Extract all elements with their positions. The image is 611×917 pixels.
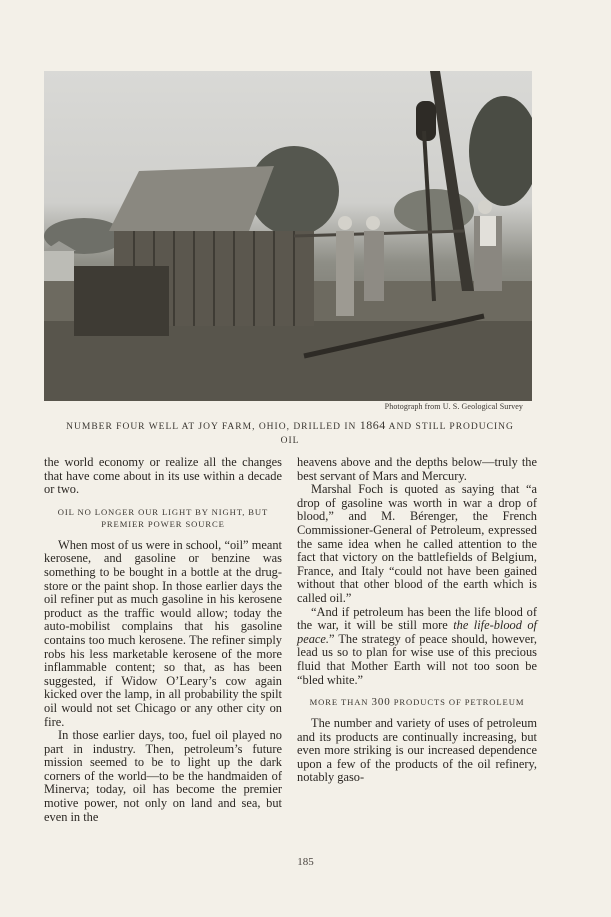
heading-number: 300 (371, 696, 391, 709)
paragraph: heavens above and the depths below—truly the best servant of Mars and Mercury. (297, 455, 537, 483)
photo-credit: Photograph from U. S. Geological Survey (384, 402, 523, 411)
paragraph: The number and variety of uses of petroleum and its products are continually increasing, but even more striking is our increased dependence upon a few of the products of the oil refinery, notably gaso- (297, 716, 537, 785)
caption-part-1: NUMBER FOUR WELL AT JOY FARM, OHIO, DRILLED IN (66, 422, 360, 432)
paragraph: When most of us were in school, “oil” meant kerosene, and gasoline or benzine was something to be bought in a bottle at the drug-store or the paint shop. In those earlier days the oil refiner put as much gasoline in his kerosene product as the traffic would allow; today the auto-mobilist complains that his gasoline contains too much kerosene. The refiner simply robs his less marketable kerosene of the more inflammable content; so that, as has been suggested, if Widow O’Leary’s cow again kicked over the lamp, in all probability the spilt oil would not set Chicago or any other city on fire. (44, 537, 282, 729)
section-heading: OIL NO LONGER OUR LIGHT BY NIGHT, BUT PREMIER POWER SOURCE (57, 506, 269, 529)
paragraph: In those earlier days, too, fuel oil played no part in industry. Then, petroleum’s future mission seemed to be to light up the dark corners of the world—to be the handmaiden of Minerva; today, oil has become the premier motive power, not only on land and sea, but even in the (44, 728, 282, 824)
emphasized-text: the life-blood of peace. (297, 618, 537, 646)
paragraph: Marshal Foch is quoted as saying that “a drop of gasoline was worth in war a drop of blood,” and M. Bérenger, the French Commissioner-General of Petroleum, expressed the same idea when he called attention to the fact that victory on the battlefields of Belgium, France, and Italy “could not have been gained without that other blood of the earth which is called oil.” (297, 482, 537, 605)
section-heading (303, 696, 531, 708)
page-number: 185 (297, 856, 314, 868)
paragraph: the world economy or realize all the changes that have come about in its use within a decade or two. (44, 455, 282, 497)
left-column (44, 456, 282, 824)
photo-caption (60, 418, 520, 448)
heading-part-2: PRODUCTS OF PETROLEUM (390, 697, 525, 708)
right-column (297, 456, 537, 785)
quote-text: “And if petroleum has been the life blood of the war, it will be still more (297, 604, 537, 633)
caption-year: 1864 (359, 418, 386, 432)
paragraph (297, 606, 537, 688)
quote-text-continued: ” The strategy of peace should, however, lead us so to plan for wise use of this precious fluid that Mother Earth will not too soon be “bled white.” (297, 631, 537, 687)
caption-part-2: AND STILL PRODUCING OIL (280, 422, 514, 446)
oil-well-photograph (44, 71, 532, 401)
heading-part-1: MORE THAN (309, 697, 372, 708)
